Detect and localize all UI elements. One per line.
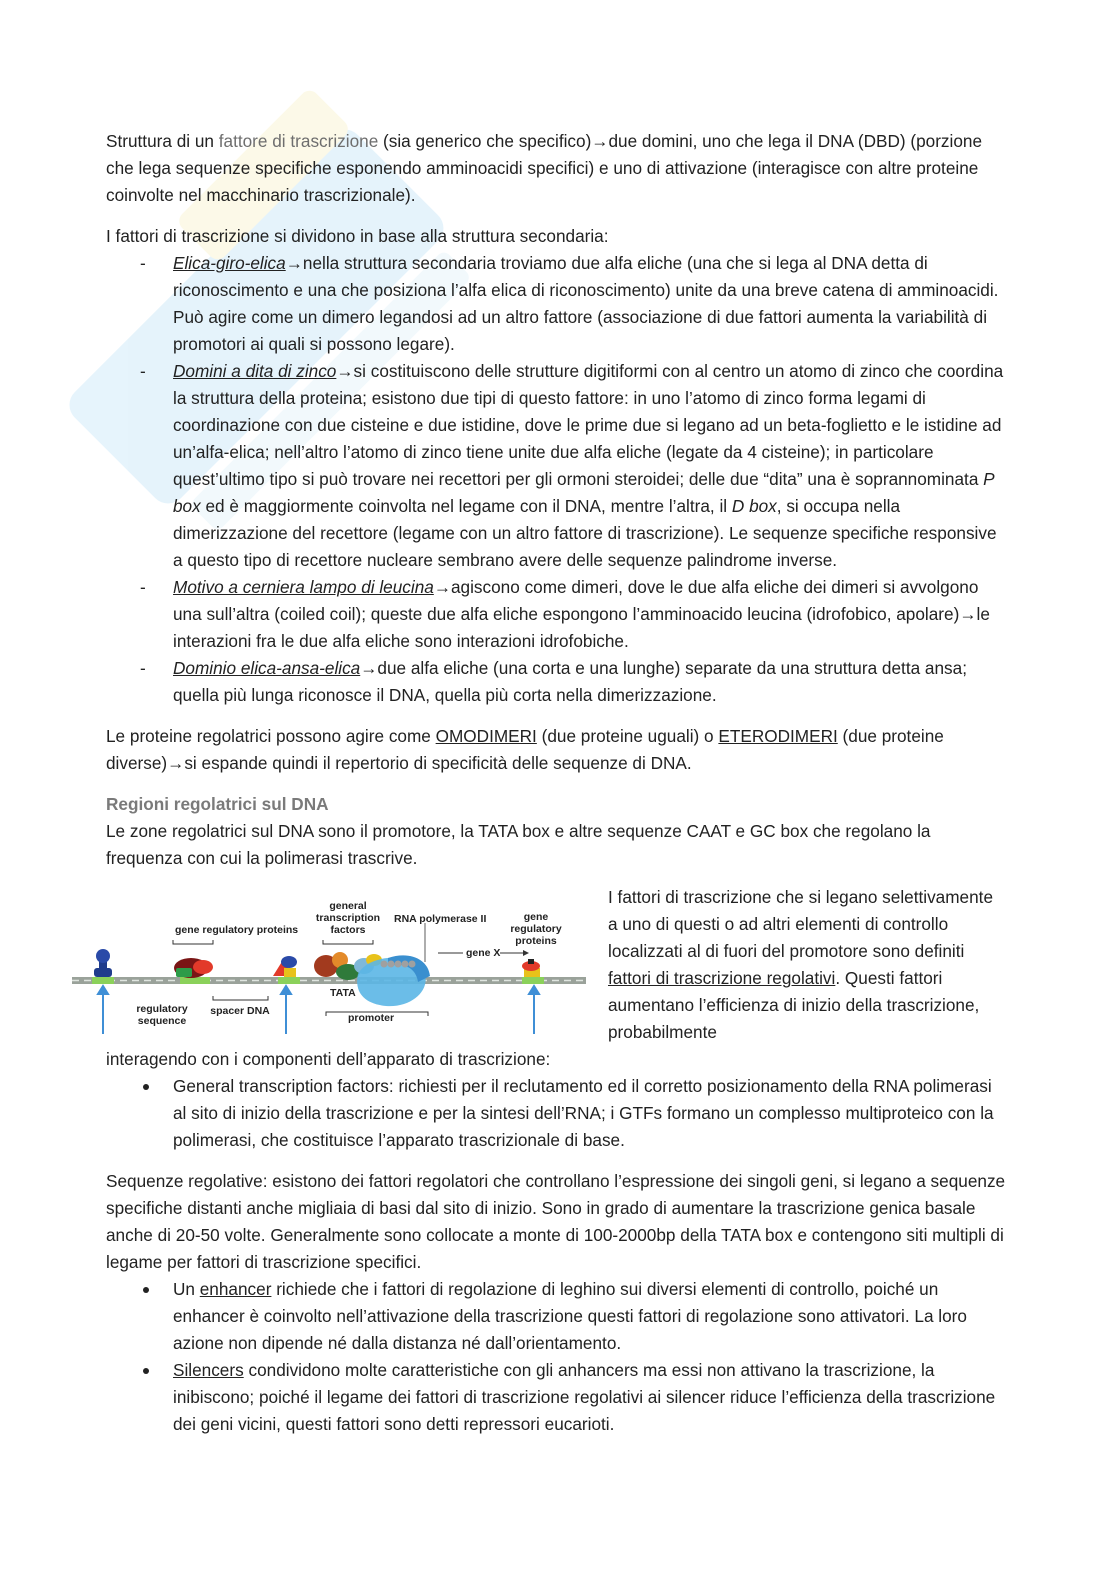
term: Motivo a cerniera lampo di leucina (173, 577, 434, 597)
label-regulatory-2: sequence (137, 1015, 187, 1027)
text: (sia generico che specifico) (378, 131, 592, 151)
list-item (106, 1357, 1006, 1438)
paragraph-continuation: interagendo con i componenti dell’apparato di trascrizione: (106, 1049, 551, 1069)
text: due alfa eliche (una corta e una lunghe) separate da una struttura detta ansa; quella più lunga riconosce il DNA, quella più corta nella dimerizzazione. (173, 658, 967, 705)
label-regulatory-1: regulatory (136, 1003, 188, 1015)
label-rna-polymerase: RNA polymerase II (394, 913, 487, 925)
text: richiede che i fattori di regolazione di leghino sui diversi elementi di controllo, poiché un enhancer è coinvolto nell’attivazione della trascrizione questi fattori di regolazione sono attivatori. La loro azione non dipende né dalla distanza né dall’orientamento. (173, 1279, 967, 1353)
term: Elica-giro-elica (173, 253, 286, 273)
label-spacer-dna: spacer DNA (210, 1005, 270, 1017)
bullet-list-gtf (106, 1073, 1006, 1154)
text: . Questi fattori aumentano l’efficienza di inizio della trascrizione, probabilmente (608, 968, 980, 1042)
highlighted-term: fattore di trascrizione (218, 131, 379, 151)
paragraph-dimers (106, 723, 1006, 777)
term: Silencers (173, 1360, 244, 1380)
regulatory-site-marker (522, 977, 544, 984)
regulatory-site-marker (92, 977, 114, 984)
list-item (106, 358, 1006, 574)
section-heading: Regioni regolatrici sul DNA (106, 794, 329, 814)
label-tata: TATA (330, 987, 356, 999)
text: condividono molte caratteristiche con gli anhancers ma essi non attivano la trascrizione, la inibiscono; poiché il legame dei fattori di trascrizione regolativi ai silencer riduce l’efficienza della trascrizione dei geni vicini, questi fattori sono detti repressori eucarioti. (173, 1360, 996, 1434)
text: si costituiscono delle strutture digitiformi con al centro un atomo di zinco che coordina la struttura della proteina; esistono due tipi di questo fattore: in uno l’atomo di zinco forma legami di coordinazione con due cisteine e due istidine, dove le prime due si legano ad un beta-foglietto e le istidine ad un’alfa-elica; nell’altro l’atomo di zinco tiene unite due alfa eliche (legate da 4 cisteine); in particolare quest’ultimo tipo si può trovare nei recettori per gli ormoni steroidei; delle due “dita” una è soprannominata (173, 361, 1004, 489)
term-italic: P box (173, 469, 994, 516)
regulatory-site-marker (278, 977, 300, 984)
term-italic: D box (731, 496, 777, 516)
paragraph-transcription-factor-structure (106, 128, 1006, 209)
term: Dominio elica-ansa-elica (173, 658, 361, 678)
arrow-icon: → (167, 753, 185, 773)
text: agiscono come dimeri, dove le due alfa eliche dei dimeri si avvolgono una sull’altra (coiled coil); queste due alfa eliche espongono l’amminoacido leucina (idrofobico, apolare) (173, 577, 979, 624)
text: (due proteine uguali) o (536, 726, 719, 746)
arrow-icon: → (285, 253, 303, 273)
arrow-icon: → (360, 658, 378, 678)
term: Domini a dita di zinco (173, 361, 337, 381)
label-general-3: factors (330, 924, 366, 936)
text: I fattori di trascrizione che si legano selettivamente a uno di questi o ad altri elementi di controllo localizzati al di fuori del promotore sono definiti (608, 887, 993, 961)
text: ed è maggiormente coinvolta nel legame con il DNA, mentre l’altra, il (200, 496, 732, 516)
figure-with-text (106, 884, 1006, 1046)
label-promoter: promoter (347, 1012, 395, 1024)
term: OMODIMERI (435, 726, 537, 746)
text: (due proteine diverse) (106, 726, 944, 773)
term: ETERODIMERI (718, 726, 838, 746)
arrow-icon: → (336, 361, 354, 381)
paragraph-classification: I fattori di trascrizione si dividono in base alla struttura secondaria: (106, 226, 609, 246)
arrow-icon: → (591, 131, 609, 151)
term: enhancer (199, 1279, 272, 1299)
paragraph-regulatory-sequences: Sequenze regolative: esistono dei fattori regolatori che controllano l’espressione dei singoli geni, si legano a sequenze specifiche distanti anche migliaia di basi dal sito di inizio. Sono in grado di aumentare la trascrizione genica basale anche di 20-50 volte. Generalmente sono collocate a monte di 100-2000bp della TATA box e contengono siti multipli di legame per fattori di trascrizione specifici. (106, 1171, 1006, 1272)
label-general-2: transcription (315, 912, 381, 924)
list-item (106, 250, 1006, 358)
text: due domini, uno che lega il DNA (DBD) (porzione che lega sequenze specifiche esponendo amminoacidi specifici) e uno di attivazione (interagisce con altre proteine coinvolte nel macchinario trascrizionale). (106, 131, 983, 205)
text: , si occupa nella dimerizzazione del recettore (legame con un altro fattore di trascrizione). Le sequenze specifiche responsive a questo tipo di recettore nucleare sembrano avere delle sequenze palindrome inverse. (173, 496, 997, 570)
list-item (106, 574, 1006, 655)
regulatory-regions-diagram (68, 896, 590, 1036)
paragraph-regulatory-factors (608, 884, 1006, 1046)
text: nella struttura secondaria troviamo due alfa eliche (una che si lega al DNA detta di riconoscimento e una che posiziona l’alfa elica di riconoscimento) unite da una breve catena di amminoacidi. Può agire come un dimero legandosi ad un altro fattore (associazione di due fattori aumenta la variabilità di promotori ai quali si possono legare). (173, 253, 999, 354)
list-item: General transcription factors: richiesti per il reclutamento ed il corretto posizionamento della RNA polimerasi al sito di inizio della trascrizione e per la sintesi dell’RNA; i GTFs formano un complesso multiproteico con la polimerasi, che costituisce l’apparato trascrizionale di base. (106, 1073, 1006, 1154)
list-item (106, 1276, 1006, 1357)
text: Struttura di un (106, 131, 219, 151)
arrow-icon: → (959, 604, 977, 624)
label-gene-x: gene X (466, 947, 501, 959)
list-item (106, 655, 1006, 709)
label-gene-reg-right-2: regulatory (510, 923, 562, 935)
dash-list-structures (106, 250, 1006, 709)
text: Un (173, 1279, 200, 1299)
text: le interazioni fra le due alfa eliche sono interazioni idrofobiche. (173, 604, 990, 651)
arrow-icon: → (433, 577, 451, 597)
document-body (106, 128, 1006, 1452)
text: si espande quindi il repertorio di specificità delle sequenze di DNA. (184, 753, 692, 773)
label-gene-regulatory-proteins: gene regulatory proteins (175, 924, 299, 936)
text: Le proteine regolatrici possono agire come (106, 726, 436, 746)
label-general-1: general (329, 900, 367, 912)
paragraph-regulatory-regions: Le zone regolatrici sul DNA sono il promotore, la TATA box e altre sequenze CAAT e GC box che regolano la frequenza con cui la polimerasi trascrive. (106, 821, 931, 868)
label-gene-reg-right-1: gene (523, 911, 549, 923)
term: fattori di trascrizione regolativi (608, 968, 836, 988)
label-gene-reg-right-3: proteins (515, 935, 557, 947)
regulatory-site-marker (180, 977, 210, 984)
bullet-list-enhancers (106, 1276, 1006, 1438)
